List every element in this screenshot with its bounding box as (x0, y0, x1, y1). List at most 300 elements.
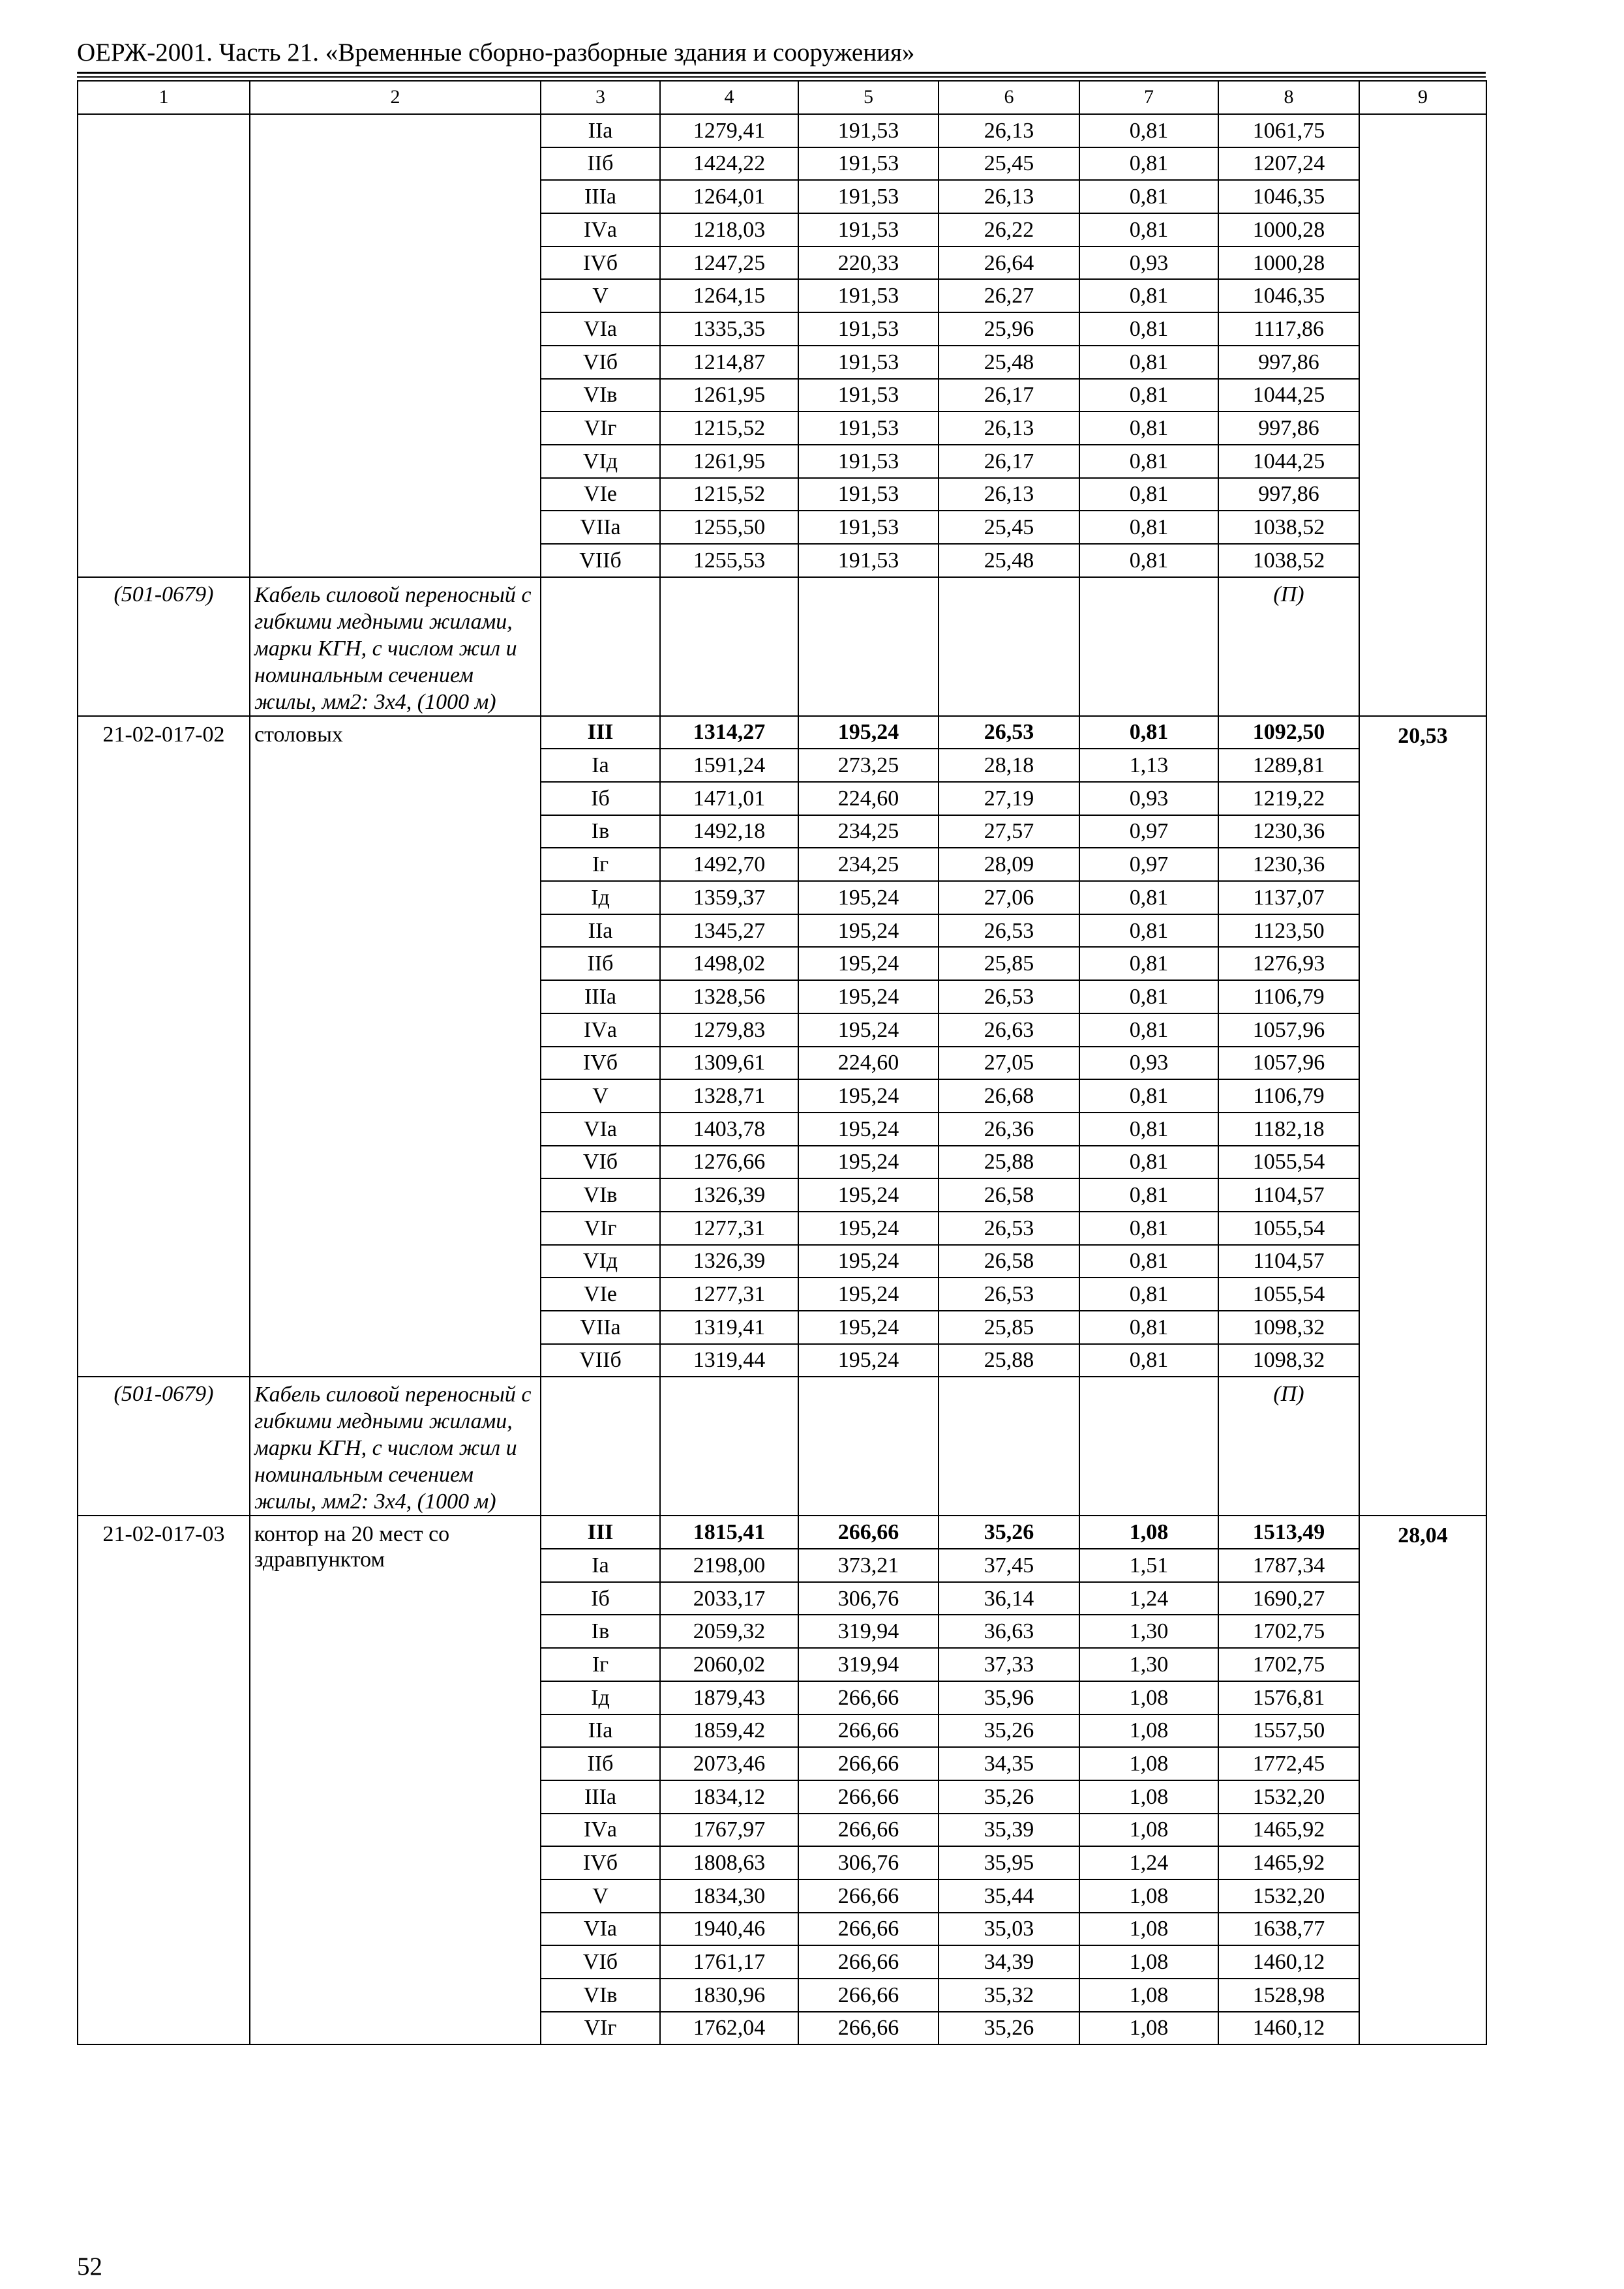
price-zone-cell: IIIа (541, 180, 660, 213)
column-number: 5 (798, 81, 939, 114)
materials-cost-cell: 1044,25 (1218, 379, 1359, 412)
machine-cost-cell: 35,39 (939, 1814, 1079, 1847)
machinist-wages-cell: 0,81 (1079, 445, 1218, 478)
wages-cell: 195,24 (798, 1013, 939, 1047)
machinist-wages-cell: 0,81 (1079, 914, 1218, 948)
material-blank-cell (660, 577, 798, 716)
total-cost-cell: 1879,43 (660, 1681, 798, 1714)
wages-cell: 191,53 (798, 180, 939, 213)
wages-cell: 191,53 (798, 213, 939, 247)
materials-cost-cell: 1465,92 (1218, 1846, 1359, 1879)
price-zone-cell: V (541, 279, 660, 312)
materials-cost-cell: 1055,54 (1218, 1212, 1359, 1245)
total-cost-cell: 1261,95 (660, 445, 798, 478)
total-cost-cell: 1591,24 (660, 749, 798, 782)
total-cost-cell: 1492,70 (660, 848, 798, 881)
total-cost-cell: 1834,30 (660, 1879, 798, 1913)
wages-cell: 195,24 (798, 1079, 939, 1113)
materials-cost-cell: 1207,24 (1218, 147, 1359, 181)
wages-cell: 319,94 (798, 1615, 939, 1648)
price-zone-cell: VIд (541, 445, 660, 478)
total-cost-cell: 1277,31 (660, 1212, 798, 1245)
total-cost-cell: 1255,50 (660, 511, 798, 544)
price-zone-cell: IVа (541, 1013, 660, 1047)
total-cost-cell: 1215,52 (660, 478, 798, 511)
rate-name: столовых (250, 716, 541, 1377)
machinist-wages-cell: 1,08 (1079, 1747, 1218, 1780)
machine-cost-cell: 37,45 (939, 1549, 1079, 1582)
materials-cost-cell: 1576,81 (1218, 1681, 1359, 1714)
price-zone-cell: IIб (541, 947, 660, 980)
wages-cell: 191,53 (798, 511, 939, 544)
machinist-wages-cell: 0,81 (1079, 478, 1218, 511)
wages-cell: 191,53 (798, 478, 939, 511)
machine-cost-cell: 35,32 (939, 1979, 1079, 2012)
machinist-wages-cell: 1,08 (1079, 1714, 1218, 1748)
machinist-wages-cell: 0,81 (1079, 213, 1218, 247)
price-zone-cell: Iа (541, 1549, 660, 1582)
materials-cost-cell: 1061,75 (1218, 114, 1359, 147)
materials-cost-cell: 1230,36 (1218, 848, 1359, 881)
price-zone-cell: Iг (541, 848, 660, 881)
wages-cell: 195,24 (798, 947, 939, 980)
wages-cell: 195,24 (798, 1311, 939, 1344)
machine-cost-cell: 26,13 (939, 478, 1079, 511)
price-zone-cell: VIIб (541, 1344, 660, 1377)
wages-cell: 195,24 (798, 1278, 939, 1311)
wages-cell: 195,24 (798, 1113, 939, 1146)
machine-cost-cell: 27,05 (939, 1047, 1079, 1080)
machinist-wages-cell: 0,81 (1079, 379, 1218, 412)
machine-cost-cell: 35,95 (939, 1846, 1079, 1879)
machinist-wages-cell: 1,08 (1079, 1879, 1218, 1913)
machine-cost-cell: 26,17 (939, 445, 1079, 478)
machine-cost-cell: 36,14 (939, 1582, 1079, 1615)
machinist-wages-cell: 0,81 (1079, 411, 1218, 445)
page-header: ОЕРЖ-2001. Часть 21. «Временные сборно-разборные здания и сооружения» (77, 38, 915, 67)
materials-cost-cell: 1038,52 (1218, 544, 1359, 577)
machine-cost-cell: 25,45 (939, 511, 1079, 544)
machinist-wages-cell: 0,81 (1079, 1178, 1218, 1212)
price-zone-cell: VIв (541, 1979, 660, 2012)
materials-cost-cell: 1513,49 (1218, 1516, 1359, 1549)
machinist-wages-cell: 0,81 (1079, 1146, 1218, 1179)
machinist-wages-cell: 0,81 (1079, 180, 1218, 213)
wages-cell: 266,66 (798, 1516, 939, 1549)
price-zone-cell: VIе (541, 1278, 660, 1311)
total-cost-cell: 1247,25 (660, 247, 798, 280)
machine-cost-cell: 27,06 (939, 881, 1079, 914)
materials-cost-cell: 1638,77 (1218, 1913, 1359, 1946)
wages-cell: 195,24 (798, 716, 939, 749)
price-zone-cell: III (541, 716, 660, 749)
machine-cost-cell: 26,53 (939, 1212, 1079, 1245)
machinist-wages-cell: 0,81 (1079, 312, 1218, 346)
machine-cost-cell: 27,57 (939, 815, 1079, 848)
price-zone-cell: VIе (541, 478, 660, 511)
price-zone-cell: VIд (541, 1245, 660, 1278)
materials-cost-cell: 1787,34 (1218, 1549, 1359, 1582)
price-zone-cell: VIIа (541, 511, 660, 544)
machine-cost-cell: 35,44 (939, 1879, 1079, 1913)
materials-cost-cell: 1000,28 (1218, 247, 1359, 280)
material-name: Кабель силовой переносный с гибкими медными жилами, марки КГН, с числом жил и номинальным сечением жилы, мм2: 3х4, (1000 м) (250, 577, 541, 716)
materials-cost-cell: 1702,75 (1218, 1615, 1359, 1648)
machinist-wages-cell: 0,81 (1079, 881, 1218, 914)
column-number: 9 (1359, 81, 1486, 114)
wages-cell: 266,66 (798, 1979, 939, 2012)
machinist-wages-cell: 0,81 (1079, 279, 1218, 312)
wages-cell: 266,66 (798, 1714, 939, 1748)
machinist-wages-cell: 0,81 (1079, 346, 1218, 379)
material-blank-cell (1079, 1377, 1218, 1516)
wages-cell: 195,24 (798, 914, 939, 948)
machine-cost-cell: 35,96 (939, 1681, 1079, 1714)
machinist-wages-cell: 0,81 (1079, 1013, 1218, 1047)
machine-cost-cell: 25,45 (939, 147, 1079, 181)
price-zone-cell: IIа (541, 914, 660, 948)
machinist-wages-cell: 1,24 (1079, 1582, 1218, 1615)
materials-cost-cell: 1230,36 (1218, 815, 1359, 848)
price-zone-cell: V (541, 1079, 660, 1113)
total-cost-cell: 1940,46 (660, 1913, 798, 1946)
price-zone-cell: Iд (541, 881, 660, 914)
materials-cost-cell: 1000,28 (1218, 213, 1359, 247)
rate-code (78, 114, 250, 577)
wages-cell: 266,66 (798, 1780, 939, 1814)
total-cost-cell: 1335,35 (660, 312, 798, 346)
column-number-row (78, 81, 1486, 114)
rate-head-row (78, 1516, 1486, 1549)
rate-head-row (78, 716, 1486, 749)
materials-cost-cell: 1460,12 (1218, 2012, 1359, 2045)
machine-cost-cell: 37,33 (939, 1648, 1079, 1681)
material-note: (П) (1218, 1377, 1359, 1516)
total-cost-cell: 1761,17 (660, 1945, 798, 1979)
materials-cost-cell: 1046,35 (1218, 180, 1359, 213)
machinist-wages-cell: 1,08 (1079, 1945, 1218, 1979)
total-cost-cell: 1328,71 (660, 1079, 798, 1113)
machine-cost-cell: 26,13 (939, 180, 1079, 213)
machine-cost-cell: 25,96 (939, 312, 1079, 346)
machinist-wages-cell: 0,81 (1079, 1113, 1218, 1146)
wages-cell: 266,66 (798, 1945, 939, 1979)
machine-cost-cell: 35,26 (939, 1714, 1079, 1748)
wages-cell: 191,53 (798, 544, 939, 577)
materials-cost-cell: 997,86 (1218, 411, 1359, 445)
material-blank-cell (541, 1377, 660, 1516)
total-cost-cell: 1264,15 (660, 279, 798, 312)
wages-cell: 319,94 (798, 1648, 939, 1681)
material-blank-cell (660, 1377, 798, 1516)
table-row (78, 114, 1486, 147)
price-zone-cell: VIг (541, 2012, 660, 2045)
price-zone-cell: VIа (541, 312, 660, 346)
machinist-wages-cell: 0,81 (1079, 1245, 1218, 1278)
price-zone-cell: VIа (541, 1113, 660, 1146)
rate-name (250, 114, 541, 577)
machine-cost-cell: 26,22 (939, 213, 1079, 247)
machinist-wages-cell: 0,81 (1079, 114, 1218, 147)
machine-cost-cell: 25,88 (939, 1344, 1079, 1377)
machinist-wages-cell: 1,08 (1079, 1516, 1218, 1549)
wages-cell: 195,24 (798, 980, 939, 1013)
price-zone-cell: VIб (541, 346, 660, 379)
machinist-wages-cell: 1,30 (1079, 1615, 1218, 1648)
total-cost-cell: 1279,83 (660, 1013, 798, 1047)
total-cost-cell: 1830,96 (660, 1979, 798, 2012)
materials-cost-cell: 1055,54 (1218, 1278, 1359, 1311)
price-zone-cell: VIв (541, 1178, 660, 1212)
machinist-wages-cell: 0,81 (1079, 980, 1218, 1013)
wages-cell: 220,33 (798, 247, 939, 280)
total-cost-cell: 1264,01 (660, 180, 798, 213)
machinist-wages-cell: 0,81 (1079, 1344, 1218, 1377)
column-number: 4 (660, 81, 798, 114)
total-cost-cell: 1214,87 (660, 346, 798, 379)
price-zone-cell: V (541, 1879, 660, 1913)
machine-cost-cell: 34,35 (939, 1747, 1079, 1780)
machinist-wages-cell: 1,30 (1079, 1648, 1218, 1681)
wages-cell: 266,66 (798, 1747, 939, 1780)
machinist-wages-cell: 1,08 (1079, 2012, 1218, 2045)
machinist-wages-cell: 0,81 (1079, 511, 1218, 544)
materials-cost-cell: 1532,20 (1218, 1780, 1359, 1814)
machine-cost-cell: 26,58 (939, 1178, 1079, 1212)
wages-cell: 191,53 (798, 147, 939, 181)
total-cost-cell: 1424,22 (660, 147, 798, 181)
wages-cell: 195,24 (798, 881, 939, 914)
materials-cost-cell: 1289,81 (1218, 749, 1359, 782)
price-zone-cell: Iв (541, 1615, 660, 1648)
wages-cell: 195,24 (798, 1146, 939, 1179)
total-cost-cell: 1762,04 (660, 2012, 798, 2045)
total-cost-cell: 2059,32 (660, 1615, 798, 1648)
machine-cost-cell: 28,09 (939, 848, 1079, 881)
machine-cost-cell: 35,03 (939, 1913, 1079, 1946)
materials-cost-cell: 997,86 (1218, 346, 1359, 379)
materials-cost-cell: 1772,45 (1218, 1747, 1359, 1780)
total-cost-cell: 1261,95 (660, 379, 798, 412)
material-blank-cell (798, 577, 939, 716)
price-zone-cell: IIб (541, 147, 660, 181)
wages-cell: 195,24 (798, 1245, 939, 1278)
machine-cost-cell: 26,17 (939, 379, 1079, 412)
machinist-wages-cell: 0,81 (1079, 1079, 1218, 1113)
materials-cost-cell: 1098,32 (1218, 1311, 1359, 1344)
wages-cell: 273,25 (798, 749, 939, 782)
materials-cost-cell: 1460,12 (1218, 1945, 1359, 1979)
total-cost-cell: 1808,63 (660, 1846, 798, 1879)
header-rule-thick (77, 72, 1486, 74)
material-blank-cell (939, 577, 1079, 716)
wages-cell: 224,60 (798, 1047, 939, 1080)
total-cost-cell: 1326,39 (660, 1178, 798, 1212)
materials-cost-cell: 1038,52 (1218, 511, 1359, 544)
column-number: 3 (541, 81, 660, 114)
machinist-wages-cell: 1,08 (1079, 1814, 1218, 1847)
machinist-wages-cell: 1,24 (1079, 1846, 1218, 1879)
materials-cost-cell: 1044,25 (1218, 445, 1359, 478)
total-cost-cell: 1314,27 (660, 716, 798, 749)
materials-cost-cell: 1106,79 (1218, 1079, 1359, 1113)
wages-cell: 266,66 (798, 1814, 939, 1847)
material-blank-cell (798, 1377, 939, 1516)
materials-cost-cell: 1137,07 (1218, 881, 1359, 914)
wages-cell: 191,53 (798, 379, 939, 412)
total-cost-cell: 1471,01 (660, 782, 798, 815)
materials-cost-cell: 1046,35 (1218, 279, 1359, 312)
machinist-wages-cell: 1,08 (1079, 1979, 1218, 2012)
column-number: 8 (1218, 81, 1359, 114)
machine-cost-cell: 35,26 (939, 1516, 1079, 1549)
machine-cost-cell: 26,53 (939, 716, 1079, 749)
total-cost-cell: 1276,66 (660, 1146, 798, 1179)
wages-cell: 191,53 (798, 445, 939, 478)
machinist-wages-cell: 1,13 (1079, 749, 1218, 782)
machinist-wages-cell: 1,08 (1079, 1913, 1218, 1946)
price-zone-cell: VIг (541, 411, 660, 445)
labor-cost (1359, 114, 1486, 716)
material-code: (501-0679) (78, 577, 250, 716)
wages-cell: 224,60 (798, 782, 939, 815)
price-zone-cell: VIб (541, 1146, 660, 1179)
materials-cost-cell: 1104,57 (1218, 1245, 1359, 1278)
wages-cell: 266,66 (798, 2012, 939, 2045)
material-blank-cell (939, 1377, 1079, 1516)
total-cost-cell: 1328,56 (660, 980, 798, 1013)
price-zone-cell: IVб (541, 1846, 660, 1879)
total-cost-cell: 1218,03 (660, 213, 798, 247)
wages-cell: 306,76 (798, 1582, 939, 1615)
machine-cost-cell: 26,64 (939, 247, 1079, 280)
wages-cell: 306,76 (798, 1846, 939, 1879)
materials-cost-cell: 1276,93 (1218, 947, 1359, 980)
wages-cell: 373,21 (798, 1549, 939, 1582)
machine-cost-cell: 28,18 (939, 749, 1079, 782)
price-zone-cell: IIIа (541, 1780, 660, 1814)
materials-cost-cell: 1532,20 (1218, 1879, 1359, 1913)
machinist-wages-cell: 0,81 (1079, 1311, 1218, 1344)
column-number: 1 (78, 81, 250, 114)
wages-cell: 191,53 (798, 114, 939, 147)
machine-cost-cell: 26,53 (939, 1278, 1079, 1311)
machinist-wages-cell: 0,97 (1079, 848, 1218, 881)
machinist-wages-cell: 0,81 (1079, 1212, 1218, 1245)
machine-cost-cell: 26,27 (939, 279, 1079, 312)
machine-cost-cell: 26,13 (939, 411, 1079, 445)
total-cost-cell: 1859,42 (660, 1714, 798, 1748)
materials-cost-cell: 1465,92 (1218, 1814, 1359, 1847)
total-cost-cell: 2073,46 (660, 1747, 798, 1780)
machinist-wages-cell: 1,08 (1079, 1780, 1218, 1814)
machine-cost-cell: 26,36 (939, 1113, 1079, 1146)
machine-cost-cell: 36,63 (939, 1615, 1079, 1648)
price-zone-cell: IIIа (541, 980, 660, 1013)
materials-cost-cell: 1057,96 (1218, 1013, 1359, 1047)
column-number: 7 (1079, 81, 1218, 114)
total-cost-cell: 1815,41 (660, 1516, 798, 1549)
material-row (78, 577, 1486, 716)
page-number: 52 (77, 2252, 102, 2281)
materials-cost-cell: 1104,57 (1218, 1178, 1359, 1212)
wages-cell: 195,24 (798, 1344, 939, 1377)
materials-cost-cell: 997,86 (1218, 478, 1359, 511)
materials-cost-cell: 1123,50 (1218, 914, 1359, 948)
total-cost-cell: 1279,41 (660, 114, 798, 147)
price-zone-cell: Iг (541, 1648, 660, 1681)
materials-cost-cell: 1557,50 (1218, 1714, 1359, 1748)
total-cost-cell: 2033,17 (660, 1582, 798, 1615)
price-zone-cell: VIIа (541, 1311, 660, 1344)
machine-cost-cell: 26,53 (939, 980, 1079, 1013)
total-cost-cell: 1215,52 (660, 411, 798, 445)
machine-cost-cell: 26,58 (939, 1245, 1079, 1278)
machine-cost-cell: 26,68 (939, 1079, 1079, 1113)
machinist-wages-cell: 1,08 (1079, 1681, 1218, 1714)
machine-cost-cell: 35,26 (939, 1780, 1079, 1814)
materials-cost-cell: 1690,27 (1218, 1582, 1359, 1615)
total-cost-cell: 1277,31 (660, 1278, 798, 1311)
machinist-wages-cell: 0,81 (1079, 1278, 1218, 1311)
materials-cost-cell: 1106,79 (1218, 980, 1359, 1013)
wages-cell: 191,53 (798, 411, 939, 445)
machine-cost-cell: 26,63 (939, 1013, 1079, 1047)
column-number: 2 (250, 81, 541, 114)
machine-cost-cell: 25,88 (939, 1146, 1079, 1179)
price-zone-cell: Iб (541, 1582, 660, 1615)
total-cost-cell: 1319,44 (660, 1344, 798, 1377)
wages-cell: 191,53 (798, 312, 939, 346)
materials-cost-cell: 1055,54 (1218, 1146, 1359, 1179)
machine-cost-cell: 25,48 (939, 544, 1079, 577)
material-code: (501-0679) (78, 1377, 250, 1516)
total-cost-cell: 1345,27 (660, 914, 798, 948)
wages-cell: 266,66 (798, 1913, 939, 1946)
price-zone-cell: III (541, 1516, 660, 1549)
rate-code: 21-02-017-02 (78, 716, 250, 1377)
price-zone-cell: VIв (541, 379, 660, 412)
machine-cost-cell: 27,19 (939, 782, 1079, 815)
total-cost-cell: 1492,18 (660, 815, 798, 848)
price-zone-cell: IVа (541, 213, 660, 247)
total-cost-cell: 1255,53 (660, 544, 798, 577)
total-cost-cell: 2060,02 (660, 1648, 798, 1681)
price-zone-cell: IVб (541, 247, 660, 280)
machine-cost-cell: 26,13 (939, 114, 1079, 147)
machinist-wages-cell: 0,97 (1079, 815, 1218, 848)
machine-cost-cell: 25,85 (939, 1311, 1079, 1344)
material-blank-cell (1079, 577, 1218, 716)
price-zone-cell: IIб (541, 1747, 660, 1780)
total-cost-cell: 1834,12 (660, 1780, 798, 1814)
material-blank-cell (541, 577, 660, 716)
machinist-wages-cell: 0,93 (1079, 247, 1218, 280)
materials-cost-cell: 1057,96 (1218, 1047, 1359, 1080)
wages-cell: 195,24 (798, 1178, 939, 1212)
rate-code: 21-02-017-03 (78, 1516, 250, 2044)
materials-cost-cell: 1219,22 (1218, 782, 1359, 815)
machine-cost-cell: 34,39 (939, 1945, 1079, 1979)
price-zone-cell: IIа (541, 1714, 660, 1748)
price-zone-cell: VIг (541, 1212, 660, 1245)
machinist-wages-cell: 1,51 (1079, 1549, 1218, 1582)
price-zone-cell: VIб (541, 1945, 660, 1979)
machine-cost-cell: 26,53 (939, 914, 1079, 948)
price-zone-cell: Iб (541, 782, 660, 815)
price-zone-cell: VIIб (541, 544, 660, 577)
materials-cost-cell: 1098,32 (1218, 1344, 1359, 1377)
